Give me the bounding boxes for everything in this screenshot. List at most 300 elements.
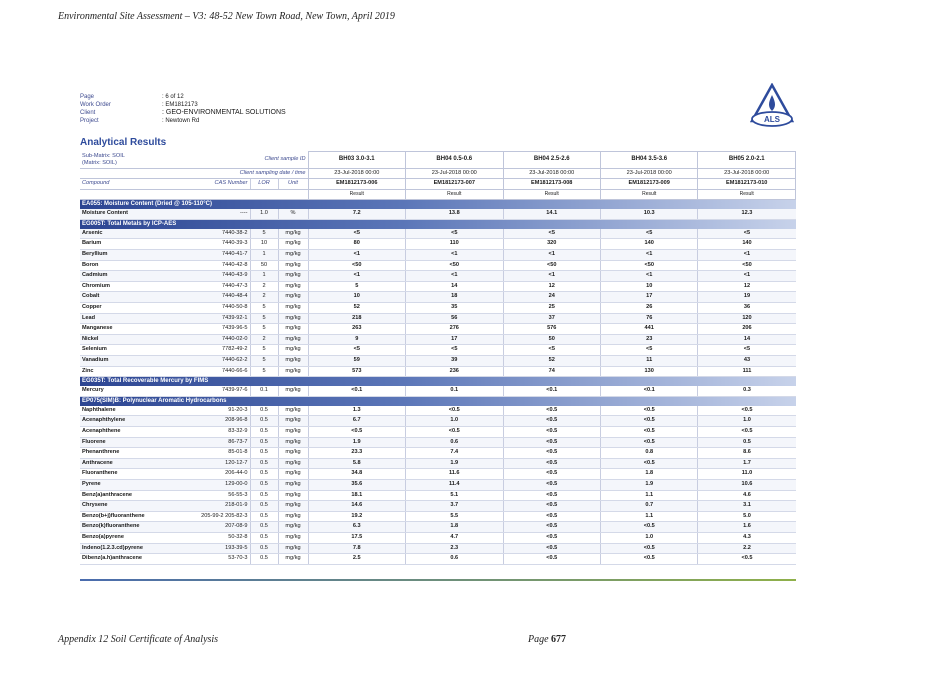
- unit-value: mg/kg: [278, 292, 308, 303]
- result-value: 3.1: [698, 501, 796, 512]
- result-value: 2.3: [406, 543, 503, 554]
- certificate-info: [80, 93, 796, 135]
- lab-sample-id: EM1812173-009: [600, 179, 697, 190]
- lab-sample-id: EM1812173-006: [308, 179, 405, 190]
- unit-value: mg/kg: [278, 511, 308, 522]
- cas-number: 207-08-9: [188, 522, 250, 533]
- result-value: 0.8: [600, 448, 697, 459]
- result-value: <0.5: [600, 522, 697, 533]
- compound-header: Compound: [80, 179, 188, 190]
- table-row: [80, 522, 796, 533]
- result-value: 59: [308, 356, 405, 367]
- lab-sample-id: EM1812173-008: [503, 179, 600, 190]
- unit-value: mg/kg: [278, 406, 308, 416]
- cas-number: 7440-47-3: [188, 281, 250, 292]
- table-row: [80, 469, 796, 480]
- lor-value: 0.5: [250, 479, 278, 490]
- lor-value: 2: [250, 334, 278, 345]
- unit-value: mg/kg: [278, 303, 308, 314]
- result-value: 26: [600, 303, 697, 314]
- column-header-row: [80, 179, 796, 190]
- result-value: 50: [503, 334, 600, 345]
- table-row: [80, 406, 796, 416]
- sampling-date: 23-Jul-2018 00:00: [600, 168, 697, 179]
- result-value: 1.8: [600, 469, 697, 480]
- table-row: [80, 324, 796, 335]
- info-rows: [80, 93, 796, 125]
- compound-name: Fluorene: [80, 437, 188, 448]
- sample-id: BH04 3.5-3.6: [600, 152, 697, 169]
- result-value: <1: [406, 271, 503, 282]
- result-value: 0.6: [406, 437, 503, 448]
- cas-number: 85-01-8: [188, 448, 250, 459]
- result-value: <0.5: [503, 458, 600, 469]
- compound-name: Acenaphthylene: [80, 416, 188, 427]
- result-value: <0.5: [503, 437, 600, 448]
- info-row: [80, 93, 796, 101]
- lor-value: 0.5: [250, 490, 278, 501]
- unit-value: mg/kg: [278, 437, 308, 448]
- result-value: <5: [503, 345, 600, 356]
- logo-text: ALS: [764, 115, 780, 124]
- result-value: <0.1: [503, 386, 600, 396]
- result-value: 1.0: [600, 532, 697, 543]
- cas-number: 7440-42-8: [188, 260, 250, 271]
- section-title: EA055: Moisture Content (Dried @ 105-110°C): [80, 200, 796, 210]
- result-value: <0.5: [503, 479, 600, 490]
- result-value: <0.5: [503, 554, 600, 565]
- lab-sample-id: EM1812173-010: [698, 179, 796, 190]
- lor-value: 0.5: [250, 458, 278, 469]
- cas-number: 7440-02-0: [188, 334, 250, 345]
- table-row: [80, 209, 796, 219]
- result-value: <0.5: [503, 532, 600, 543]
- table-row: [80, 356, 796, 367]
- result-value: <1: [698, 271, 796, 282]
- result-value: <0.5: [503, 469, 600, 480]
- unit-value: mg/kg: [278, 324, 308, 335]
- cas-header: CAS Number: [188, 179, 250, 190]
- result-value: 276: [406, 324, 503, 335]
- lor-value: 5: [250, 345, 278, 356]
- info-row: [80, 109, 796, 117]
- sample-id: BH03 3.0-3.1: [308, 152, 405, 169]
- result-value: 9: [308, 334, 405, 345]
- section-title: EG005T: Total Metals by ICP-AES: [80, 219, 796, 229]
- compound-name: Selenium: [80, 345, 188, 356]
- footer-rule: [80, 579, 796, 581]
- compound-name: Benz(a)anthracene: [80, 490, 188, 501]
- result-value: <0.5: [503, 511, 600, 522]
- result-value: 10: [600, 281, 697, 292]
- cas-number: 205-99-2 205-82-3: [188, 511, 250, 522]
- table-row: [80, 448, 796, 459]
- cas-number: 120-12-7: [188, 458, 250, 469]
- result-value: 1.1: [600, 511, 697, 522]
- document-footer: Appendix 12 Soil Certificate of Analysis: [58, 634, 219, 645]
- result-value: <50: [406, 260, 503, 271]
- result-value: 14.6: [308, 501, 405, 512]
- unit-value: mg/kg: [278, 448, 308, 459]
- compound-name: Lead: [80, 313, 188, 324]
- table-row: [80, 334, 796, 345]
- table-row: [80, 239, 796, 250]
- result-value: 34.8: [308, 469, 405, 480]
- unit-value: mg/kg: [278, 554, 308, 565]
- lor-value: 0.5: [250, 448, 278, 459]
- compound-name: Beryllium: [80, 250, 188, 261]
- result-value: 3.7: [406, 501, 503, 512]
- result-value: <5: [503, 229, 600, 239]
- result-value: <0.5: [503, 426, 600, 437]
- result-value: <5: [698, 229, 796, 239]
- lor-value: 50: [250, 260, 278, 271]
- table-row: [80, 292, 796, 303]
- lor-value: 1: [250, 271, 278, 282]
- result-value: 19.2: [308, 511, 405, 522]
- result-value: 10.6: [698, 479, 796, 490]
- unit-value: mg/kg: [278, 543, 308, 554]
- cas-number: 208-96-8: [188, 416, 250, 427]
- cas-number: 7440-62-2: [188, 356, 250, 367]
- compound-name: Indeno(1.2.3.cd)pyrene: [80, 543, 188, 554]
- sample-id: BH04 2.5-2.6: [503, 152, 600, 169]
- compound-name: Anthracene: [80, 458, 188, 469]
- result-value: <50: [600, 260, 697, 271]
- info-value: : 6 of 12: [162, 94, 184, 100]
- cas-number: 50-32-8: [188, 532, 250, 543]
- result-value: <5: [406, 345, 503, 356]
- cas-number: 206-44-0: [188, 469, 250, 480]
- result-value: 80: [308, 239, 405, 250]
- result-value: 56: [406, 313, 503, 324]
- result-value: <0.5: [503, 406, 600, 416]
- page-title: Analytical Results: [80, 137, 167, 148]
- compound-name: Cadmium: [80, 271, 188, 282]
- table-row: [80, 313, 796, 324]
- client-sample-id-label: Client sample ID: [188, 152, 308, 169]
- unit-value: mg/kg: [278, 490, 308, 501]
- result-value: 17: [406, 334, 503, 345]
- table-row: [80, 437, 796, 448]
- document-header: Environmental Site Assessment – V3: 48-52 New Town Road, New Town, April 2019: [58, 11, 395, 22]
- cas-number: 83-32-9: [188, 426, 250, 437]
- table-row: [80, 260, 796, 271]
- sampling-date: 23-Jul-2018 00:00: [698, 168, 796, 179]
- cas-number: 7440-66-6: [188, 366, 250, 377]
- table-row: [80, 554, 796, 565]
- result-value: <0.5: [503, 448, 600, 459]
- page-number-value: 677: [551, 634, 567, 645]
- result-value: 4.6: [698, 490, 796, 501]
- cas-number: 7439-92-1: [188, 313, 250, 324]
- result-value: 10: [308, 292, 405, 303]
- cas-number: 56-55-3: [188, 490, 250, 501]
- matrix-label: (Matrix: SOIL): [82, 159, 117, 166]
- result-value: 130: [600, 366, 697, 377]
- lor-value: 10: [250, 239, 278, 250]
- result-value: 52: [503, 356, 600, 367]
- result-value: 23: [600, 334, 697, 345]
- table-row: [80, 426, 796, 437]
- result-value: 1.9: [600, 479, 697, 490]
- lor-value: 5: [250, 229, 278, 239]
- lor-value: 5: [250, 324, 278, 335]
- lor-value: 0.1: [250, 386, 278, 396]
- cas-number: 129-00-0: [188, 479, 250, 490]
- lor-value: 5: [250, 303, 278, 314]
- cas-number: ----: [188, 209, 250, 219]
- result-value: 110: [406, 239, 503, 250]
- result-value: 5.0: [698, 511, 796, 522]
- result-value: 12.3: [698, 209, 796, 219]
- section-header: [80, 396, 796, 406]
- unit-value: mg/kg: [278, 281, 308, 292]
- compound-name: Mercury: [80, 386, 188, 396]
- unit-value: mg/kg: [278, 416, 308, 427]
- result-value: <0.5: [600, 437, 697, 448]
- compound-name: Phenanthrene: [80, 448, 188, 459]
- lor-value: 5: [250, 356, 278, 367]
- lor-value: 1.0: [250, 209, 278, 219]
- lor-value: 0.5: [250, 469, 278, 480]
- cas-number: 7439-96-5: [188, 324, 250, 335]
- result-value: 5.8: [308, 458, 405, 469]
- result-value: 19: [698, 292, 796, 303]
- cas-number: 86-73-7: [188, 437, 250, 448]
- result-value: <1: [698, 250, 796, 261]
- result-value: 2.2: [698, 543, 796, 554]
- info-label: Project: [80, 118, 99, 124]
- unit-value: mg/kg: [278, 532, 308, 543]
- compound-name: Naphthalene: [80, 406, 188, 416]
- result-value: <0.5: [406, 406, 503, 416]
- cas-number: 193-39-5: [188, 543, 250, 554]
- result-value: 11.0: [698, 469, 796, 480]
- unit-value: mg/kg: [278, 356, 308, 367]
- als-logo-icon: [750, 83, 794, 129]
- result-value: 25: [503, 303, 600, 314]
- result-value: <0.5: [503, 522, 600, 533]
- table-row: [80, 511, 796, 522]
- result-value: 1.0: [406, 416, 503, 427]
- result-value: 1.7: [698, 458, 796, 469]
- result-value: 14: [698, 334, 796, 345]
- table-row: [80, 281, 796, 292]
- lor-value: 2: [250, 281, 278, 292]
- result-value: 10.3: [600, 209, 697, 219]
- compound-name: Arsenic: [80, 229, 188, 239]
- cas-number: 7440-50-8: [188, 303, 250, 314]
- result-value: 0.1: [406, 386, 503, 396]
- result-value: 4.7: [406, 532, 503, 543]
- result-label: Result: [600, 189, 697, 200]
- result-value: 0.7: [600, 501, 697, 512]
- result-value: 37: [503, 313, 600, 324]
- result-value: <1: [406, 250, 503, 261]
- compound-name: Dibenz(a.h)anthracene: [80, 554, 188, 565]
- result-value: 2.5: [308, 554, 405, 565]
- result-value: <1: [600, 271, 697, 282]
- result-label: Result: [503, 189, 600, 200]
- result-value: <1: [503, 271, 600, 282]
- info-value: : Newtown Rd: [162, 118, 200, 124]
- unit-value: mg/kg: [278, 250, 308, 261]
- result-value: 1.6: [698, 522, 796, 533]
- cas-number: 7440-38-2: [188, 229, 250, 239]
- result-value: 14.1: [503, 209, 600, 219]
- result-value: 13.8: [406, 209, 503, 219]
- sample-id: BH05 2.0-2.1: [698, 152, 796, 169]
- cas-number: 7440-41-7: [188, 250, 250, 261]
- result-value: 1.9: [308, 437, 405, 448]
- result-value: 236: [406, 366, 503, 377]
- cas-number: 91-20-3: [188, 406, 250, 416]
- result-value: <0.5: [698, 554, 796, 565]
- result-value: <0.5: [406, 426, 503, 437]
- section-header: [80, 200, 796, 210]
- compound-name: Benzo(a)pyrene: [80, 532, 188, 543]
- table-row: [80, 501, 796, 512]
- result-value: 76: [600, 313, 697, 324]
- result-value: <1: [600, 250, 697, 261]
- compound-name: Benzo(k)fluoranthene: [80, 522, 188, 533]
- result-value: <50: [503, 260, 600, 271]
- info-label: Work Order: [80, 102, 111, 108]
- sampling-date: 23-Jul-2018 00:00: [308, 168, 405, 179]
- result-value: <50: [308, 260, 405, 271]
- compound-name: Manganese: [80, 324, 188, 335]
- info-value: : GEO-ENVIRONMENTAL SOLUTIONS: [162, 109, 286, 116]
- compound-name: Chromium: [80, 281, 188, 292]
- result-value: <0.5: [600, 554, 697, 565]
- result-value: 43: [698, 356, 796, 367]
- result-value: 5.1: [406, 490, 503, 501]
- result-value: 8.6: [698, 448, 796, 459]
- result-value: 1.1: [600, 490, 697, 501]
- result-value: 1.0: [698, 416, 796, 427]
- info-label: Client: [80, 110, 96, 116]
- unit-value: mg/kg: [278, 334, 308, 345]
- result-value: <50: [698, 260, 796, 271]
- table-row: [80, 543, 796, 554]
- result-value: <5: [698, 345, 796, 356]
- result-value: <5: [600, 345, 697, 356]
- result-value: 7.2: [308, 209, 405, 219]
- compound-name: Acenaphthene: [80, 426, 188, 437]
- lor-header: LOR: [250, 179, 278, 190]
- result-label: Result: [308, 189, 405, 200]
- lor-value: 0.5: [250, 501, 278, 512]
- result-value: <5: [308, 229, 405, 239]
- result-value: <0.5: [600, 543, 697, 554]
- unit-header: Unit: [278, 179, 308, 190]
- lor-value: 0.5: [250, 554, 278, 565]
- result-value: <1: [503, 250, 600, 261]
- sample-id-row: [80, 152, 796, 169]
- unit-value: mg/kg: [278, 458, 308, 469]
- result-value: 24: [503, 292, 600, 303]
- result-value: 35: [406, 303, 503, 314]
- info-label: Page: [80, 94, 95, 100]
- unit-value: mg/kg: [278, 386, 308, 396]
- result-value: <5: [600, 229, 697, 239]
- table-row: [80, 386, 796, 396]
- result-value: <0.5: [600, 406, 697, 416]
- result-value: 23.3: [308, 448, 405, 459]
- result-value: 14: [406, 281, 503, 292]
- result-value: 17: [600, 292, 697, 303]
- result-value: 0.6: [406, 554, 503, 565]
- unit-value: mg/kg: [278, 260, 308, 271]
- section-header: [80, 377, 796, 387]
- result-value: 11.4: [406, 479, 503, 490]
- result-value: 11.6: [406, 469, 503, 480]
- cas-number: 53-70-3: [188, 554, 250, 565]
- result-value: <0.5: [600, 458, 697, 469]
- compound-name: Fluoranthene: [80, 469, 188, 480]
- unit-value: mg/kg: [278, 469, 308, 480]
- unit-value: mg/kg: [278, 239, 308, 250]
- result-value: 263: [308, 324, 405, 335]
- info-row: [80, 101, 796, 109]
- result-value: 6.7: [308, 416, 405, 427]
- lor-value: 0.5: [250, 406, 278, 416]
- section-header: [80, 219, 796, 229]
- result-value: 441: [600, 324, 697, 335]
- table-row: [80, 345, 796, 356]
- matrix-cell: [80, 152, 188, 169]
- table-row: [80, 250, 796, 261]
- result-value: <0.5: [698, 406, 796, 416]
- table-row: [80, 532, 796, 543]
- lor-value: 0.5: [250, 543, 278, 554]
- result-value: <0.1: [308, 386, 405, 396]
- result-value: 140: [600, 239, 697, 250]
- unit-value: mg/kg: [278, 366, 308, 377]
- compound-name: Chrysene: [80, 501, 188, 512]
- sampling-date: 23-Jul-2018 00:00: [503, 168, 600, 179]
- lor-value: 0.5: [250, 426, 278, 437]
- result-value: 1.3: [308, 406, 405, 416]
- page-label: Page: [528, 634, 549, 645]
- result-label-row: [80, 189, 796, 200]
- section-title: EG035T: Total Recoverable Mercury by FIMS: [80, 377, 796, 387]
- result-value: 7.8: [308, 543, 405, 554]
- result-value: 111: [698, 366, 796, 377]
- compound-name: Boron: [80, 260, 188, 271]
- page-number: [528, 634, 566, 645]
- compound-name: Pyrene: [80, 479, 188, 490]
- result-value: 74: [503, 366, 600, 377]
- table-row: [80, 479, 796, 490]
- unit-value: mg/kg: [278, 229, 308, 239]
- compound-name: Benzo(b+j)fluoranthene: [80, 511, 188, 522]
- table-row: [80, 490, 796, 501]
- results-table: [80, 151, 796, 565]
- result-value: 5: [308, 281, 405, 292]
- result-value: 218: [308, 313, 405, 324]
- result-value: 1.9: [406, 458, 503, 469]
- lor-value: 0.5: [250, 437, 278, 448]
- unit-value: mg/kg: [278, 271, 308, 282]
- lor-value: 0.5: [250, 522, 278, 533]
- sampling-date: 23-Jul-2018 00:00: [406, 168, 503, 179]
- result-value: <0.1: [600, 386, 697, 396]
- result-value: <0.5: [308, 426, 405, 437]
- result-value: 576: [503, 324, 600, 335]
- info-row: [80, 117, 796, 125]
